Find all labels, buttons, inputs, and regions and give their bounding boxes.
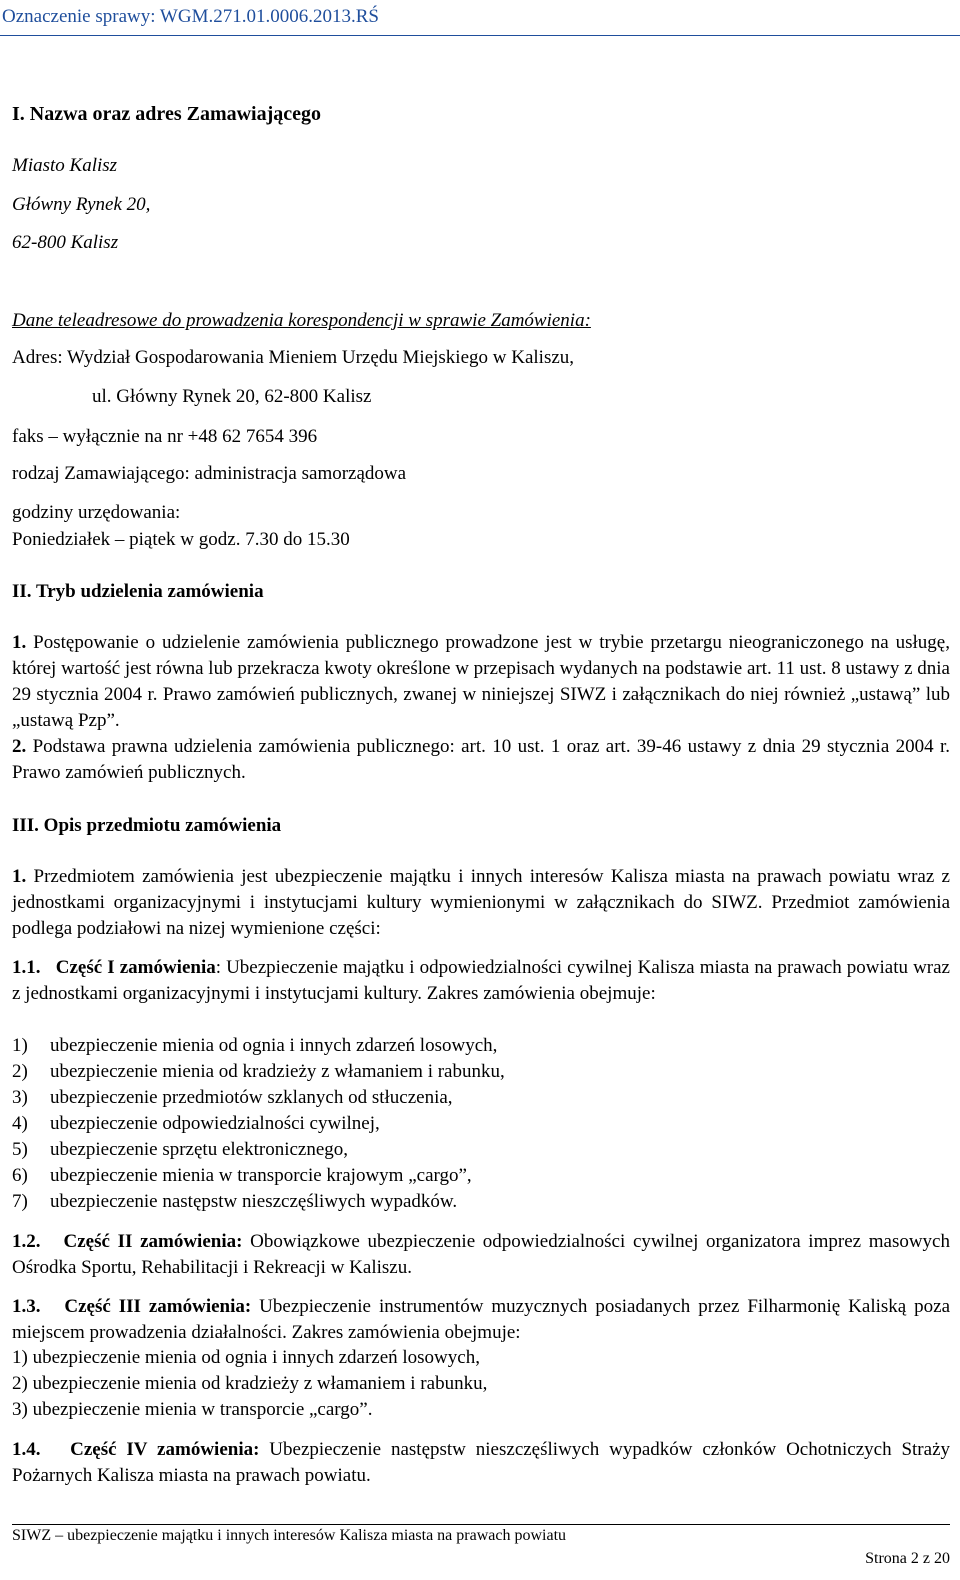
section-2-title: II. Tryb udzielenia zamówienia — [12, 581, 264, 602]
section-3-title: III. Opis przedmiotu zamówienia — [12, 815, 282, 836]
header-divider — [0, 35, 960, 36]
part-2-description: 1.2. Część II zamówienia: Obowiązkowe ubezpieczenie odpowiedzialności cywilnej organizatora imprez masowych Ośrodka Sportu, Rehabilitacji i Rekreacji w Kaliszu. — [12, 1231, 950, 1278]
address-line-1: Adres: Wydział Gospodarowania Mieniem Urzędu Miejskiego w Kaliszu, — [12, 347, 575, 368]
page-number: Strona 2 z 20 — [865, 1550, 950, 1567]
part-1-description: 1.1. Część I zamówienia: Ubezpieczenie majątku i odpowiedzialności cywilnej Kalisza miasta na prawach powiatu wraz z jednostkami organizacyjnymi i instytucjami kultury. Zakres zamówienia obejmuje: — [12, 957, 950, 1004]
section-2-paragraph-2: 2. Podstawa prawna udzielenia zamówienia publicznego: art. 10 ust. 1 oraz art. 39-46 ustawy z dnia 29 stycznia 2004 r. Prawo zamówień publicznych. — [12, 736, 950, 783]
part-1-item: 6) ubezpieczenie mienia w transporcie krajowym „cargo”, — [12, 1165, 472, 1186]
contact-heading: Dane teleadresowe do prowadzenia korespondencji w sprawie Zamówienia: — [12, 310, 591, 331]
part-1-item: 7) ubezpieczenie następstw nieszczęśliwych wypadków. — [12, 1191, 458, 1212]
address-line-2: ul. Główny Rynek 20, 62-800 Kalisz — [92, 386, 372, 407]
section-3-paragraph-1: 1. Przedmiotem zamówienia jest ubezpieczenie majątku i innych interesów Kalisza miasta na prawach powiatu wraz z jednostkami organizacyjnymi i instytucjami kultury wymienionymi w załącznikach do SIWZ. Przedmiot zamówienia podlega podziałowi na nizej wymienione części: — [12, 866, 950, 939]
address-city: Miasto Kalisz — [12, 155, 118, 176]
part-1-item: 5) ubezpieczenie sprzętu elektronicznego, — [12, 1139, 349, 1160]
office-hours-label: godziny urzędowania: — [12, 502, 181, 523]
fax-line: faks – wyłącznie na nr +48 62 7654 396 — [12, 426, 318, 447]
contracting-type-label: rodzaj Zamawiającego: — [12, 463, 190, 484]
part-1-item: 2) ubezpieczenie mienia od kradzieży z włamaniem i rabunku, — [12, 1061, 505, 1082]
part-3-item: 2) ubezpieczenie mienia od kradzieży z włamaniem i rabunku, — [12, 1373, 488, 1394]
footer-text: SIWZ – ubezpieczenie majątku i innych interesów Kalisza miasta na prawach powiatu — [12, 1527, 567, 1544]
section-1-title: I. Nazwa oraz adres Zamawiającego — [12, 103, 322, 125]
contracting-type-value: administracja samorządowa — [189, 463, 407, 484]
case-number-header: Oznaczenie sprawy: WGM.271.01.0006.2013.RŚ — [2, 6, 379, 27]
address-postcode: 62-800 Kalisz — [12, 232, 119, 253]
part-4-description: 1.4. Część IV zamówienia: Ubezpieczenie następstw nieszczęśliwych wypadków członków Ochotniczych Straży Pożarnych Kalisza miasta na prawach powiatu. — [12, 1439, 950, 1486]
part-1-item: 3) ubezpieczenie przedmiotów szklanych od stłuczenia, — [12, 1087, 453, 1108]
section-2-paragraph-1: 1. Postępowanie o udzielenie zamówienia publicznego prowadzone jest w trybie przetargu nieograniczonego na usługę, której wartość jest równa lub przekracza kwoty określone w przepisach wydanych na podstawie art. 11 ust. 8 ustawy z dnia 29 stycznia 2004 r. Prawo zamówień publicznych, zwanej w niniejszej SIWZ i załącznikach do niej również „ustawą” lub „ustawą Pzp”. — [12, 632, 950, 731]
contracting-type — [12, 463, 406, 485]
part-3-description: 1.3. Część III zamówienia: Ubezpieczenie instrumentów muzycznych posiadanych przez Filharmonię Kaliską poza miejscem prowadzenia działalności. Zakres zamówienia obejmuje: — [12, 1296, 951, 1343]
part-3-item: 3) ubezpieczenie mienia w transporcie „cargo”. — [12, 1399, 373, 1420]
part-3-item: 1) ubezpieczenie mienia od ognia i innych zdarzeń losowych, — [12, 1347, 480, 1368]
part-1-item: 4) ubezpieczenie odpowiedzialności cywilnej, — [12, 1113, 380, 1134]
part-1-item: 1) ubezpieczenie mienia od ognia i innych zdarzeń losowych, — [12, 1035, 498, 1056]
address-street: Główny Rynek 20, — [12, 194, 151, 215]
office-hours-value: Poniedziałek – piątek w godz. 7.30 do 15.30 — [12, 529, 350, 550]
footer-divider — [12, 1524, 950, 1525]
